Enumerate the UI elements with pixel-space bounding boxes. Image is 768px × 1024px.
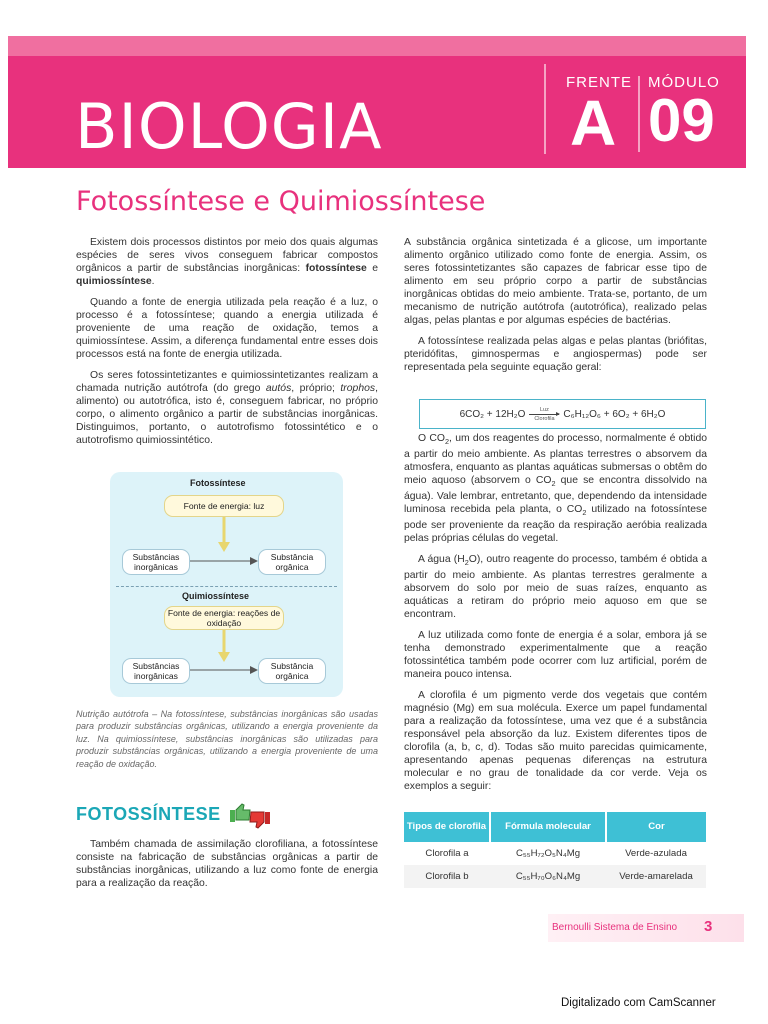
table-cell: C₅₅H₇₂O₅N₄Mg: [515, 848, 581, 859]
arrow-label-top: Luz: [539, 406, 549, 413]
diagram-title-quimiossintese: Quimiossíntese: [182, 591, 250, 601]
paragraph: [76, 236, 378, 288]
reaction-arrow-icon: [529, 407, 559, 422]
greek-term: autós: [265, 383, 292, 394]
paragraph: A clorofila é um pigmento verde dos vegetais que contém magnésio (Mg) em sua molécula. Exerce um papel fundamental para a realização da fotossíntese, uma vez que é a substância responsável pela absorção da luz. Existem diferentes tipos de clorofila (a, b, c, d). Todas são muito parecidas quimicamente, apresentando apenas pequenas diferenças na estrutura molecular e no grau de tonalidade da cor verde. Veja os exemplos a seguir:: [404, 690, 707, 793]
table-cell: Clorofila b: [404, 865, 490, 888]
section-text: Também chamada de assimilação clorofiliana, a fotossíntese consiste na fabricação de substâncias orgânicas a partir de substâncias inorgânicas, utilizando a luz como fonte de energia para a realização da reação.: [76, 839, 378, 889]
paragraph: A substância orgânica sintetizada é a glicose, um importante alimento orgânico utilizado como fonte de energia. Assim, os seres fotossintetizantes são capazes de fabricar esse tipo de alimento em seu próprio corpo a partir de substâncias inorgânicas obtidas do meio ambiente. Trata-se, portanto, de um mecanismo de nutrição autótrofa (autotrófica), realizado pelas algas, pelas plantas e por algumas espécies de bactérias.: [404, 237, 707, 326]
header-divider: [544, 64, 546, 154]
energy-source-light: Fonte de energia: luz: [164, 495, 284, 517]
paragraph-text: A água (H: [418, 554, 465, 566]
paragraph-text: Existem dois processos distintos por meio dos quais algumas espécies de seres vivos conseguem fabricar compostos orgânicos a partir de substâncias inorgânicas:: [76, 237, 378, 274]
equation-products: C₆H₁₂O₆ + 6O₂ + 6H₂O: [563, 408, 666, 420]
paragraph-text: , um dos reagentes do processo, normalmente é obtido a partir do meio ambiente. As plantas terrestres o absorvem da atmosfera, enquanto as plantas aquáticas submersas o obtêm do meio aquoso (absorvem o CO: [404, 433, 707, 487]
paragraph-text: , próprio;: [291, 383, 341, 394]
paragraph-text: O), outro reagente do processo, também é obtida a partir do meio ambiente. As plantas terrestres geralmente a absorvem do solo por meio de suas raízes, enquanto as aquáticas a retiram do próprio meio aquoso em que se encontram.: [404, 554, 707, 621]
paragraph: [404, 553, 707, 621]
paragraph-text: O CO: [418, 433, 445, 444]
arrow-label-bottom: Clorofila: [534, 415, 555, 422]
subscript: 2: [582, 508, 587, 518]
inorganic-substances-box: Substâncias inorgânicas: [122, 549, 190, 575]
energy-source-oxidation: Fonte de energia: reações de oxidação: [164, 606, 284, 630]
frente-value: A: [570, 87, 617, 159]
table-row: [404, 865, 706, 888]
term-quimiossintese: quimiossíntese: [76, 276, 152, 287]
conjunction: e: [366, 263, 378, 274]
footer-brand: Bernoulli Sistema de Ensino: [552, 922, 678, 933]
paragraph-text: , alimento) ou autotrófica, isto é, conseguem fabricar, no próprio corpo, o alimento orgânico a partir de substâncias inorgânicas. Distinguimos, portanto, o autotrofismo fotossintético e o autotrofismo quimiossintético.: [76, 383, 378, 446]
inorganic-substances-box: Substâncias inorgânicas: [122, 658, 190, 684]
table-cell: Verde-azulada: [625, 848, 687, 859]
table-row: [404, 842, 706, 865]
subscript: 2: [464, 558, 469, 568]
right-column: [404, 236, 707, 801]
paragraph-text: utilizado na fotossíntese pode ser proveniente da reação da respiração aeróbia realizada pelas próprias células do vegetal.: [404, 504, 707, 545]
header-divider-2: [638, 76, 640, 152]
page-title: Fotossíntese e Quimiossíntese: [76, 186, 486, 217]
table-cell: Clorofila a: [425, 848, 469, 859]
paragraph: Quando a fonte de energia utilizada pela reação é a luz, o processo é a fotossíntese; quando a energia utilizada é proveniente de uma reação de oxidação, temos a quimiossíntese. Assim, a diferença fundamental entre esses dois processos está na fonte de energia utilizada.: [76, 297, 378, 360]
term-fotossintese: fotossíntese: [305, 263, 367, 274]
page-number: 3: [704, 918, 713, 935]
subscript: 2: [551, 479, 556, 489]
paragraph: A luz utilizada como fonte de energia é a solar, embora já se tenha demonstrado experimentalmente que a reação fotossintética também pode ocorrer com luz artificial, porém de maneira pouco intensa.: [404, 630, 707, 681]
paragraph-text: Os seres fotossintetizantes e quimiossintetizantes realizam a chamada nutrição autótrofa (do grego: [76, 370, 378, 394]
table-cell: C₅₅H₇₀O₆N₄Mg: [490, 865, 606, 888]
diagram-divider: [116, 586, 337, 587]
paragraph: A fotossíntese realizada pelas algas e pelas plantas (briófitas, pteridófitas, gimnospermas e angiospermas) pode ser representada pela seguinte equação geral:: [404, 336, 707, 373]
table-cell: Verde-amarelada: [606, 865, 706, 888]
diagram-caption: Nutrição autótrofa – Na fotossíntese, substâncias inorgânicas são usadas para produzir substâncias orgânicas, utilizando a energia proveniente da luz. Na quimiossíntese, substâncias inorgânicas são utilizadas para produzir substâncias orgânicas, utilizando a energia proveniente de uma reação de oxidação.: [76, 709, 378, 769]
section-title-fotossintese: FOTOSSÍNTESE: [76, 804, 221, 824]
chlorophyll-table: [404, 812, 706, 888]
organic-substance-box: Substância orgânica: [258, 658, 326, 684]
table-header: Tipos de clorofila: [404, 812, 490, 842]
table-header-row: [404, 812, 706, 842]
scanner-watermark: Digitalizado com CamScanner: [561, 997, 716, 1009]
paragraph: [76, 369, 378, 447]
thumbs-up-down-icon: [228, 800, 272, 832]
subject-title: BIOLOGIA: [75, 90, 383, 163]
period: .: [151, 276, 155, 287]
frente-label: FRENTE: [566, 74, 632, 91]
diagram-title-fotossintese: Fotossíntese: [190, 478, 246, 488]
table-header: Fórmula molecular: [490, 812, 606, 842]
nutrition-diagram: [110, 472, 343, 697]
modulo-value: 09: [648, 87, 715, 154]
equation-reactants: 6CO₂ + 12H₂O: [459, 408, 526, 420]
left-column: [76, 236, 378, 455]
organic-substance-box: Substância orgânica: [258, 549, 326, 575]
photosynthesis-equation: [419, 399, 706, 429]
modulo-label: MÓDULO: [648, 74, 720, 91]
paragraph-text: que se encontra dissolvido na água). Vale lembrar, entretanto, que, dependendo da intensidade luminosa recebida pela planta, o CO: [404, 475, 707, 516]
header-top-strip: [8, 36, 746, 56]
subscript: 2: [444, 437, 450, 447]
greek-term: trophos: [340, 383, 376, 394]
table-header: Cor: [606, 812, 706, 842]
paragraph: [404, 432, 707, 545]
header-bar: [8, 56, 746, 168]
